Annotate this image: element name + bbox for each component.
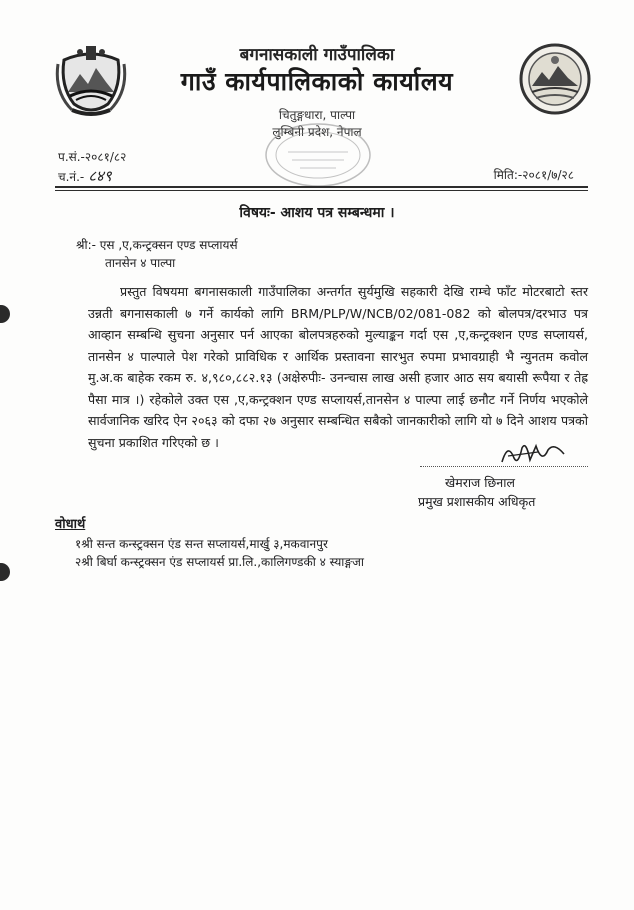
letter-body: प्रस्तुत विषयमा बगनासकाली गाउँपालिका अन्तर्गत सुर्यमुखि सहकारी देखि राम्चे फाँट मोटरबाटो स्तर उन्नती बगनासकाली ७ गर्ने कार्यको लागि BRM/PLP/W/NCB/02/081-082 को बोलपत्र/दरभाउ पत्र आव्हान सम्बन्धि सुचना अनुसार पर्न आएका बोलपत्रहरुको मुल्याङ्कन गर्दा एस ,ए,कन्ट्रक्शन एण्ड सप्लायर्स, तानसेन ४ पाल्पाले पेश गरेको प्राविधिक र आर्थिक प्रस्तावना सारभुत रुपमा प्रभावग्राही भै न्युनतम कवोल मु.अ.क बाहेक रकम रु. ४,९८०,८८२.१३ (अक्षेरुपीः- उनन्चास लाख असी हजार आठ सय बयासी रूपैया र तेह्र पैसा मात्र ।) रहेकोले उक्त एस ,ए,कन्ट्रक्शन एण्ड सप्लायर्स,तानसेन ४ पाल्पा लाई छनौट गर्ने निर्णय भएकोले सार्वजानिक खरिद ऐन २०६३ को दफा २७ अनुसार सम्बन्धित सबैको जानकारीको लागि यो ७ दिने आशय पत्रको सुचना प्रकाशित गरिएको छ ।	[88, 284, 588, 450]
letter-subject: विषयः- आशय पत्र सम्बन्धमा ।	[239, 205, 395, 221]
cc-heading: वोधार्थ	[55, 517, 86, 532]
signatory-title: प्रमुख प्रशासकीय अधिकृत	[418, 494, 536, 509]
addressee-address: तानसेन ४ पाल्पा	[105, 256, 176, 270]
dispatch-label: च.नं.-	[58, 170, 85, 184]
office-name: गाउँ कार्यपालिकाको कार्यालय	[180, 67, 454, 96]
dispatch-value: ८४९	[88, 167, 112, 185]
organization-name: बगनासकाली गाउँपालिका	[239, 45, 395, 65]
letter-date: मिति:-२०८१/७/२८	[493, 168, 574, 182]
province-line: लुम्बिनी प्रदेश, नेपाल	[272, 125, 362, 139]
cc-item: १श्री सन्त कन्स्ट्रक्सन एंड सन्त सप्लायर्स,मार्खु ३,मकवानपुर	[75, 537, 328, 551]
signatory-name: खेमराज छिनाल	[445, 475, 515, 490]
reference-number: प.सं.-२०८१/८२	[58, 150, 127, 164]
binder-hole	[0, 563, 10, 581]
office-stamp-icon	[262, 120, 374, 194]
cc-item: २श्री बिर्घा कन्स्ट्रक्सन एंड सप्लायर्स प्रा.लि.,कालिगण्डकी ४ स्याङ्गजा	[75, 555, 365, 569]
signature-line	[420, 466, 588, 467]
addressee-name: श्री:- एस ,ए,कन्ट्रक्सन एण्ड सप्लायर्स	[76, 238, 238, 252]
header-divider-thin	[55, 190, 588, 191]
header-divider	[55, 186, 588, 188]
dispatch-number	[58, 166, 112, 186]
binder-hole	[0, 305, 10, 323]
address-line: चितुङ्गधारा, पाल्पा	[278, 108, 356, 122]
